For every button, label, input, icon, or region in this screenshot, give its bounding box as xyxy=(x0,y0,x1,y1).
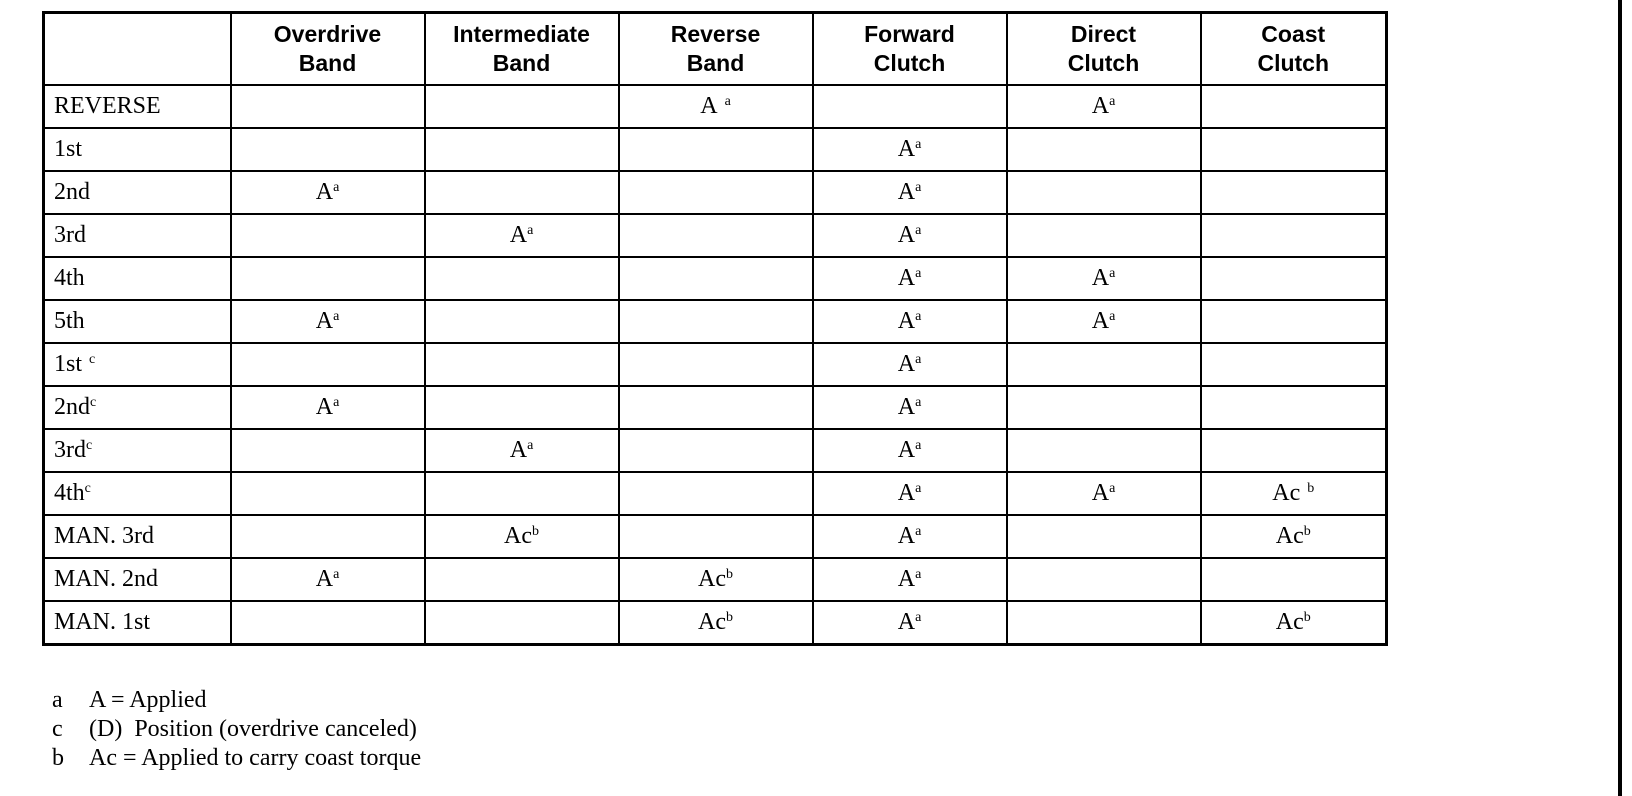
table-cell xyxy=(425,214,619,257)
table-cell xyxy=(1007,128,1201,171)
cell-footnote: a xyxy=(1109,266,1116,281)
legend-key: b xyxy=(52,745,64,771)
table-cell xyxy=(1007,214,1201,257)
table-cell xyxy=(1201,214,1387,257)
table-cell xyxy=(1201,343,1387,386)
table-cell xyxy=(1007,300,1201,343)
table-cell xyxy=(1201,171,1387,214)
column-header-line1: Direct xyxy=(1070,21,1137,47)
cell-value: A xyxy=(897,222,916,248)
cell-value: A xyxy=(1091,480,1110,506)
table-cell xyxy=(813,515,1007,558)
table-cell xyxy=(1007,515,1201,558)
cell-footnote: a xyxy=(915,610,922,625)
table-cell xyxy=(231,214,425,257)
legend-item xyxy=(52,715,421,744)
column-header-line2: Band xyxy=(686,50,745,76)
column-header xyxy=(425,13,619,86)
legend-text: (D) Position (overdrive canceled) xyxy=(89,716,417,742)
row-label: 1st xyxy=(54,136,83,162)
cell-value: A xyxy=(897,437,916,463)
table-cell xyxy=(813,300,1007,343)
table-row xyxy=(44,429,1387,472)
table-cell xyxy=(619,601,813,645)
row-label: 3rd xyxy=(54,437,86,463)
cell-footnote: a xyxy=(915,180,922,195)
cell-value: Ac xyxy=(504,523,532,549)
cell-footnote: b xyxy=(1303,610,1311,625)
table-cell xyxy=(1007,472,1201,515)
cell-footnote: b xyxy=(725,610,733,625)
column-header-line1: Overdrive xyxy=(273,21,382,47)
table-cell xyxy=(1201,85,1387,128)
cell-footnote: a xyxy=(527,223,534,238)
table-cell xyxy=(1201,386,1387,429)
table-cell xyxy=(425,171,619,214)
cell-value: A xyxy=(897,265,916,291)
table-cell xyxy=(231,601,425,645)
column-header-line2: Clutch xyxy=(1067,50,1140,76)
row-label: 1st xyxy=(54,351,83,377)
row-label: 3rd xyxy=(54,222,86,248)
column-header-line1: Coast xyxy=(1261,21,1326,47)
legend-item xyxy=(52,686,421,715)
legend-text: Ac = Applied to carry coast torque xyxy=(89,745,422,771)
row-label-cell xyxy=(44,300,231,343)
cell-footnote: a xyxy=(915,223,922,238)
row-label: 4th xyxy=(54,480,85,506)
cell-footnote: a xyxy=(915,266,922,281)
column-header-line2: Clutch xyxy=(873,50,946,76)
row-label-footnote: c xyxy=(90,395,97,410)
row-label-cell xyxy=(44,515,231,558)
cell-footnote: a xyxy=(915,567,922,582)
cell-value: A xyxy=(509,437,528,463)
table-row xyxy=(44,85,1387,128)
row-label: REVERSE xyxy=(54,93,161,119)
cell-value: A xyxy=(897,308,916,334)
table-cell xyxy=(425,429,619,472)
column-header xyxy=(813,13,1007,86)
table-cell xyxy=(425,472,619,515)
cell-footnote: a xyxy=(915,524,922,539)
table-cell xyxy=(1007,429,1201,472)
cell-footnote: a xyxy=(333,180,340,195)
cell-footnote: a xyxy=(915,352,922,367)
cell-value: A xyxy=(509,222,528,248)
table-row xyxy=(44,472,1387,515)
table-cell xyxy=(231,128,425,171)
legend-item xyxy=(52,744,421,773)
cell-value: A xyxy=(897,136,916,162)
column-header xyxy=(44,13,231,86)
cell-value: A xyxy=(1091,93,1110,119)
table-cell xyxy=(1007,257,1201,300)
row-label-footnote: c xyxy=(89,352,96,367)
table-cell xyxy=(1007,343,1201,386)
column-header xyxy=(231,13,425,86)
table-cell xyxy=(813,257,1007,300)
table-cell xyxy=(1201,257,1387,300)
cell-value: A xyxy=(897,351,916,377)
cell-footnote: a xyxy=(915,309,922,324)
column-header-line1: Forward xyxy=(864,21,955,47)
cell-footnote: a xyxy=(333,567,340,582)
table-cell xyxy=(425,515,619,558)
cell-value: A xyxy=(700,93,718,119)
legend xyxy=(52,686,421,773)
cell-footnote: a xyxy=(915,137,922,152)
table-cell xyxy=(231,429,425,472)
table-cell xyxy=(813,85,1007,128)
table-cell xyxy=(813,128,1007,171)
table-cell xyxy=(619,472,813,515)
table-cell xyxy=(231,257,425,300)
cell-value: A xyxy=(315,566,334,592)
table-row xyxy=(44,171,1387,214)
column-header-line2: Clutch xyxy=(1257,50,1330,76)
row-label-cell xyxy=(44,601,231,645)
row-label: 2nd xyxy=(54,394,90,420)
row-label: 2nd xyxy=(54,179,90,205)
legend-key: a xyxy=(52,687,63,713)
table-cell xyxy=(619,128,813,171)
table-cell xyxy=(813,171,1007,214)
table-cell xyxy=(619,171,813,214)
row-label-cell xyxy=(44,429,231,472)
row-label: MAN. 1st xyxy=(54,609,151,635)
legend-text: A = Applied xyxy=(89,687,207,713)
cell-footnote: a xyxy=(1109,94,1116,109)
table-cell xyxy=(425,343,619,386)
table-row xyxy=(44,128,1387,171)
table-cell xyxy=(425,85,619,128)
table-row xyxy=(44,343,1387,386)
row-label-cell xyxy=(44,171,231,214)
row-label-cell xyxy=(44,214,231,257)
table-row xyxy=(44,601,1387,645)
row-label-cell xyxy=(44,343,231,386)
table-row xyxy=(44,386,1387,429)
cell-footnote: b xyxy=(1307,481,1315,496)
cell-value: A xyxy=(897,523,916,549)
cell-value: Ac xyxy=(1272,480,1301,506)
cell-value: A xyxy=(897,480,916,506)
table-cell xyxy=(1201,472,1387,515)
table-cell xyxy=(813,472,1007,515)
table-cell xyxy=(231,386,425,429)
cell-footnote: a xyxy=(527,438,534,453)
table-row xyxy=(44,214,1387,257)
cell-value: A xyxy=(1091,265,1110,291)
cell-value: A xyxy=(315,179,334,205)
cell-footnote: a xyxy=(1109,309,1116,324)
row-label-cell xyxy=(44,257,231,300)
cell-value: A xyxy=(315,308,334,334)
legend-key: c xyxy=(52,716,63,742)
table-cell xyxy=(619,429,813,472)
table-row xyxy=(44,300,1387,343)
cell-footnote: b xyxy=(531,524,539,539)
cell-footnote: b xyxy=(725,567,733,582)
table-cell xyxy=(231,558,425,601)
row-label-cell xyxy=(44,472,231,515)
cell-value: Ac xyxy=(698,609,726,635)
cell-footnote: a xyxy=(333,395,340,410)
row-label-cell xyxy=(44,386,231,429)
table-row xyxy=(44,558,1387,601)
table-cell xyxy=(813,601,1007,645)
cell-footnote: a xyxy=(915,438,922,453)
column-header-line2: Band xyxy=(298,50,357,76)
table-cell xyxy=(1007,171,1201,214)
table-cell xyxy=(425,128,619,171)
column-header-line1: Intermediate xyxy=(453,21,590,47)
row-label: MAN. 2nd xyxy=(54,566,159,592)
table-cell xyxy=(1007,601,1201,645)
cell-value: Ac xyxy=(1275,523,1304,549)
table-cell xyxy=(619,85,813,128)
header-row xyxy=(44,13,1387,86)
column-header-line2: Band xyxy=(492,50,551,76)
table-cell xyxy=(619,558,813,601)
table-cell xyxy=(813,214,1007,257)
cell-value: A xyxy=(897,179,916,205)
table-body xyxy=(44,85,1387,645)
apply-chart-table xyxy=(42,11,1388,646)
table-cell xyxy=(425,601,619,645)
table-cell xyxy=(425,386,619,429)
table-cell xyxy=(1007,558,1201,601)
cell-value: A xyxy=(1091,308,1110,334)
table-cell xyxy=(813,558,1007,601)
cell-footnote: a xyxy=(333,309,340,324)
table-cell xyxy=(425,558,619,601)
table-cell xyxy=(1201,515,1387,558)
row-label-cell xyxy=(44,128,231,171)
table-cell xyxy=(1007,85,1201,128)
table-cell xyxy=(231,515,425,558)
table-cell xyxy=(425,300,619,343)
cell-footnote: a xyxy=(915,395,922,410)
table-row xyxy=(44,257,1387,300)
column-header xyxy=(1201,13,1387,86)
table-cell xyxy=(619,300,813,343)
row-label: MAN. 3rd xyxy=(54,523,154,549)
table-cell xyxy=(1201,429,1387,472)
page-edge-rule xyxy=(1618,0,1622,796)
cell-footnote: b xyxy=(1303,524,1311,539)
cell-value: A xyxy=(897,609,916,635)
table-cell xyxy=(619,257,813,300)
table-cell xyxy=(619,214,813,257)
row-label: 5th xyxy=(54,308,85,334)
table-cell xyxy=(619,515,813,558)
table-cell xyxy=(1201,128,1387,171)
cell-value: A xyxy=(897,566,916,592)
cell-value: Ac xyxy=(1275,609,1304,635)
table-cell xyxy=(1007,386,1201,429)
column-header xyxy=(619,13,813,86)
cell-footnote: a xyxy=(724,94,731,109)
table-cell xyxy=(1201,300,1387,343)
table-cell xyxy=(1201,601,1387,645)
table-cell xyxy=(619,343,813,386)
row-label-footnote: c xyxy=(84,481,91,496)
table-cell xyxy=(231,472,425,515)
table-cell xyxy=(813,429,1007,472)
table-row xyxy=(44,515,1387,558)
column-header-line1: Reverse xyxy=(670,21,761,47)
cell-value: Ac xyxy=(698,566,726,592)
row-label-cell xyxy=(44,558,231,601)
cell-footnote: a xyxy=(915,481,922,496)
row-label-footnote: c xyxy=(86,438,93,453)
cell-value: A xyxy=(315,394,334,420)
table-cell xyxy=(231,343,425,386)
row-label-cell xyxy=(44,85,231,128)
table-cell xyxy=(813,343,1007,386)
column-header xyxy=(1007,13,1201,86)
table-cell xyxy=(231,300,425,343)
row-label: 4th xyxy=(54,265,85,291)
table-cell xyxy=(619,386,813,429)
cell-footnote: a xyxy=(1109,481,1116,496)
table-cell xyxy=(1201,558,1387,601)
cell-value: A xyxy=(897,394,916,420)
table-cell xyxy=(425,257,619,300)
table-cell xyxy=(231,85,425,128)
table-cell xyxy=(813,386,1007,429)
table-cell xyxy=(231,171,425,214)
